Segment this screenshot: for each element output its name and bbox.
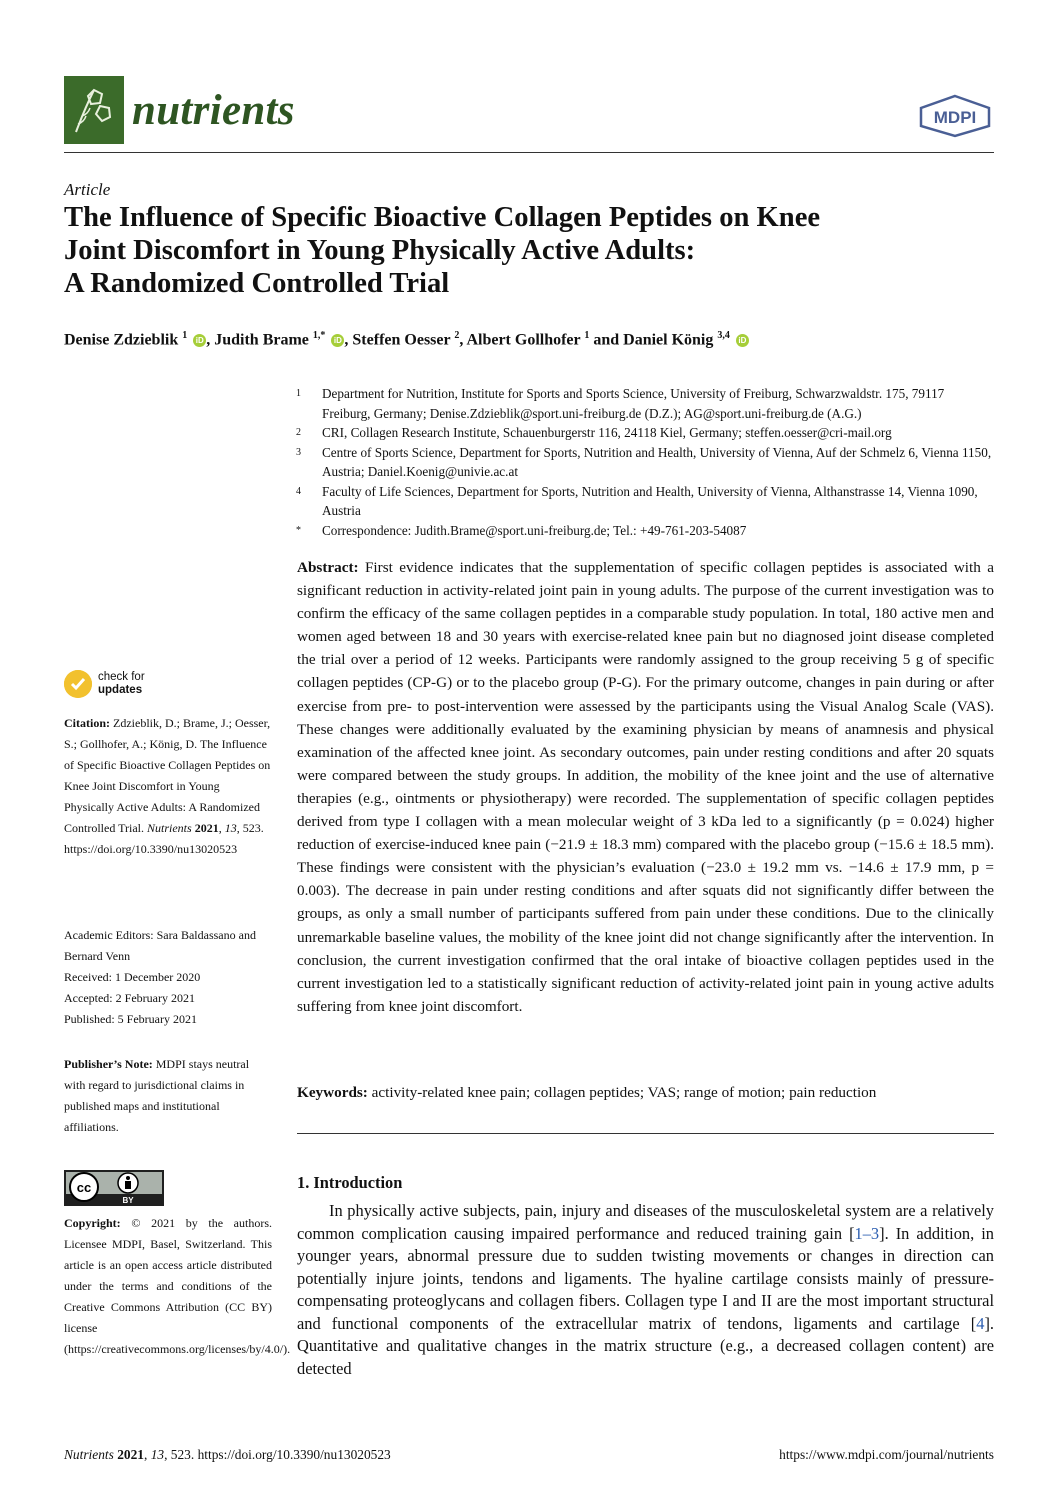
abstract-label: Abstract:: [297, 559, 359, 576]
footer-volume: 13: [150, 1447, 165, 1462]
editors-line: Academic Editors: Sara Baldassano and Bernard Venn: [64, 928, 256, 963]
orcid-icon[interactable]: iD: [736, 334, 749, 347]
article-type: Article: [64, 180, 111, 199]
intro-text: ]. In addition, in younger years, abnormal pressure due to sudden twisting movements or changes in direction can potentially injure joints, tendons and ligaments. The hyaline cartilage consists mainly of pressure-compensating proteoglycans and collagen fibers. Collagen type I and II are the most important structural and functional components of the extracellular matrix of tendons, ligaments and cartilage [: [297, 1223, 994, 1333]
citation-doi[interactable]: , 523. https://doi.org/10.3390/nu13020523: [64, 821, 264, 856]
copyright-label: Copyright:: [64, 1216, 121, 1230]
published-date: Published: 5 February 2021: [64, 1012, 197, 1026]
check-label-line: updates: [98, 684, 143, 696]
check-for-updates-button[interactable]: [98, 671, 145, 697]
author-affiliation: 1: [584, 330, 590, 341]
copyright-text: © 2021 by the authors. Licensee MDPI, Basel, Switzerland. This article is an open access article distributed under the terms and conditions of the Creative Commons Attribution (CC BY) license (https://creativecommons.org/licenses/by/4.0/).: [64, 1216, 291, 1356]
author-affiliation: 3,4: [717, 330, 730, 341]
section-heading: 1. Introduction: [297, 1173, 403, 1192]
citation-text: Zdzieblik, D.; Brame, J.; Oesser, S.; Gollhofer, A.; König, D. The Influence of Specific Bioactive Collagen Peptides on Knee Joint Discomfort in Young Physically Active Adults: A Randomized Controlled Trial.: [64, 716, 271, 835]
editorial-info: [64, 925, 272, 1030]
intro-text: In physically active subjects, pain, injury and diseases of the musculoskeletal system are a relatively common complication causing impaired performance and reduced training gain [: [297, 1201, 994, 1243]
affiliation-text: Faculty of Life Sciences, Department for Sports, Nutrition and Health, University of Vienna, Althanstrasse 14, Vienna 1090, Austria: [322, 483, 978, 518]
keywords-text: activity-related knee pain; collagen peptides; VAS; range of motion; pain reduction: [371, 1084, 877, 1101]
affiliation-number: 1: [296, 388, 301, 399]
author-list: [64, 330, 749, 349]
abstract: [297, 556, 994, 1018]
affiliation-item: [294, 482, 996, 521]
affiliation-text: Department for Nutrition, Institute for Sports and Sports Science, University of Freiburg, Schwarzwaldstr. 175, 79117 Freiburg, Germany; Denise.Zdzieblik@sport.uni-freiburg.de (D.Z.); AG@sport.uni-freiburg.de (A.G.): [322, 386, 945, 421]
author-name: Judith Brame: [214, 331, 309, 349]
publisher-note: [64, 1054, 272, 1138]
author-separator: ,: [459, 331, 467, 349]
publisher-note-label: Publisher’s Note:: [64, 1057, 153, 1071]
affiliation-item: [294, 423, 996, 443]
author-separator: and: [589, 331, 624, 349]
author-separator: ,: [344, 331, 353, 349]
orcid-icon[interactable]: iD: [331, 334, 344, 347]
journal-logo-icon: [64, 76, 124, 144]
journal-name[interactable]: nutrients: [132, 87, 295, 134]
cc-by-license-icon[interactable]: [64, 1170, 164, 1206]
footer-citation: Nutrients 2021, 13, 523. https://doi.org/10.3390/nu13020523: [64, 1447, 391, 1462]
copyright-block: [64, 1213, 291, 1360]
header-divider: [64, 152, 994, 153]
author-name: Daniel König: [623, 331, 714, 349]
abstract-divider: [297, 1133, 994, 1134]
footer-journal: Nutrients: [64, 1447, 114, 1462]
affiliation-text: Correspondence: Judith.Brame@sport.uni-freiburg.de; Tel.: +49-761-203-54087: [322, 522, 747, 538]
footer-journal-url[interactable]: https://www.mdpi.com/journal/nutrients: [779, 1447, 994, 1462]
affiliation-number: *: [296, 524, 301, 536]
author-affiliation: 1: [182, 330, 188, 341]
affiliation-text: CRI, Collagen Research Institute, Schauenburgerstr 116, 24118 Kiel, Germany; steffen.oesser@cri-mail.org: [322, 425, 892, 440]
article-title: [64, 202, 994, 301]
citation-block: Citation: Zdzieblik, D.; Brame, J.; Oesser, S.; Gollhofer, A.; König, D. The Influence of Specific Bioactive Collagen Peptides on Knee Joint Discomfort in Young Physically Active Adults: A Randomized Controlled Trial. Nutrients 2021, 13, 523. https://doi.org/10.3390/nu13020523: [64, 716, 271, 856]
accepted-date: Accepted: 2 February 2021: [64, 991, 195, 1005]
author-name: Albert Gollhofer: [466, 331, 581, 349]
publisher-note-text: MDPI stays neutral with regard to jurisdictional claims in published maps and institutional affiliations.: [64, 1057, 250, 1134]
footer-year: 2021: [117, 1447, 144, 1462]
title-line: A Randomized Controlled Trial: [64, 267, 450, 299]
reference-link[interactable]: 1–3: [854, 1223, 880, 1243]
title-line: The Influence of Specific Bioactive Collagen Peptides on Knee: [64, 202, 821, 233]
author-separator: ,: [206, 331, 215, 349]
check-label-line: check for: [98, 671, 145, 683]
affiliation-item: [294, 384, 996, 423]
abstract-text: First evidence indicates that the supplementation of specific collagen peptides is associated with a significant reduction in activity-related joint pain in young adults. The purpose of the current investigation was to confirm the efficacy of the same collagen peptides in a comparable study population. In total, 180 active men and women aged between 18 and 30 years with exercise-related knee pain but no diagnosed joint disease completed the trial over a period of 12 weeks. Participants were randomly assigned to the group receiving 5 g of specific collagen peptides (CP-G) or to the placebo group (P-G). For the primary outcome, changes in pain during or after exercise from pre- to post-intervention were assessed by the participants using the Visual Analog Scale (VAS). These changes were additionally evaluated by the examining physician by means of anamnesis and physical examination of the affected knee joint. As secondary outcomes, pain under resting conditions and after 20 squats were compared between the study groups. In addition, the mobility of the knee joint and the use of alternative therapies (e.g., ointments or physiotherapy) were recorded. The supplementation of specific collagen peptides derived from type I collagen with a mean molecular weight of 3 kDa led to a significantly (p = 0.024) higher reduction of exercise-induced knee pain (−21.9 ± 18.3 mm) compared with the placebo group (−15.6 ± 18.5 mm). These findings were consistent with the physician’s evaluation (−23.0 ± 19.2 mm vs. −14.6 ± 17.9 mm, p = 0.003). The decrease in pain under resting conditions and after squats did not significantly differ between the groups, as only a small number of participants suffered from pain under these conditions. Due to the clinically unremarkable baseline values, the mobility of the knee joint did not change significantly after the intervention. In conclusion, the current investigation confirmed that the oral intake of bioactive collagen peptides used in the current investigation led to a statistically significant reduction of activity-related joint pain in young active adults suffering from knee joint discomfort.: [297, 559, 994, 1015]
affiliation-number: 3: [296, 446, 301, 458]
reference-link[interactable]: 4: [976, 1313, 985, 1333]
affiliation-number: 2: [296, 427, 301, 438]
affiliation-item: [294, 521, 996, 541]
author-name: Steffen Oesser: [352, 331, 451, 349]
introduction-paragraph: [297, 1200, 994, 1380]
received-date: Received: 1 December 2020: [64, 970, 201, 984]
by-label: BY: [122, 1196, 134, 1205]
title-line: Joint Discomfort in Young Physically Active Adults:: [64, 234, 696, 266]
keywords: [297, 1084, 994, 1102]
footer-doi-link[interactable]: , 523. https://doi.org/10.3390/nu13020523: [164, 1447, 391, 1462]
citation-label: Citation:: [64, 716, 110, 730]
author-name: Denise Zdzieblik: [64, 331, 179, 349]
affiliations: [294, 384, 996, 540]
intro-text: ]. Quantitative and qualitative changes in the matrix structure (e.g., a decreased collagen content) are detected: [297, 1313, 994, 1378]
citation-volume: 13: [224, 821, 237, 835]
svg-text:MDPI: MDPI: [933, 108, 977, 127]
affiliation-text: Centre of Sports Science, Department for Sports, Nutrition and Health, University of Vienna, Auf der Schmelz 6, Vienna 1150, Austria; Daniel.Koenig@univie.ac.at: [322, 444, 992, 479]
author-affiliation: 2: [454, 330, 460, 341]
affiliation-number: 4: [296, 485, 301, 497]
mdpi-logo-icon[interactable]: [917, 94, 993, 138]
author-affiliation: 1,*: [312, 330, 326, 341]
orcid-icon[interactable]: iD: [193, 334, 206, 347]
citation-journal: Nutrients: [147, 821, 192, 835]
citation-year: 2021: [194, 821, 219, 835]
keywords-label: Keywords:: [297, 1084, 368, 1101]
cc-label: cc: [76, 1180, 92, 1195]
check-for-updates-icon[interactable]: [64, 670, 92, 698]
affiliation-item: [294, 443, 996, 482]
